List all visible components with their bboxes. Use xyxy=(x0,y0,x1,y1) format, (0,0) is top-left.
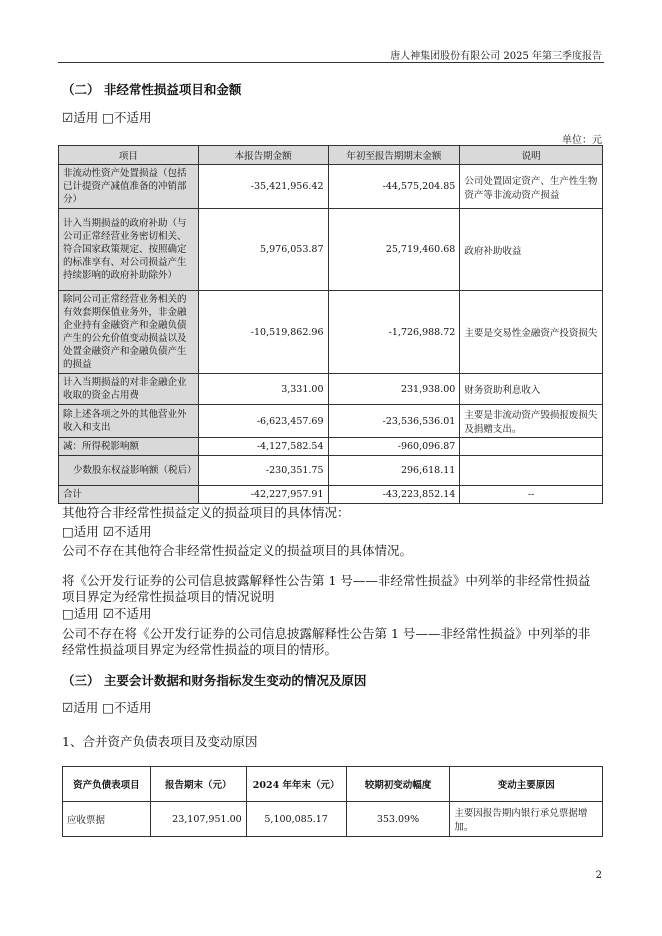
row-ytd: 296,618.11 xyxy=(328,456,460,486)
col-header-change: 较期初变动幅度 xyxy=(346,767,450,802)
row-item: 除上述各项之外的其他营业外收入和支出 xyxy=(59,405,199,438)
row-item: 非流动性资产处置损益（包括已计提资产减值准备的冲销部分） xyxy=(59,165,199,209)
row-current: -35,421,956.42 xyxy=(198,165,328,209)
row-ytd: -23,536,536.01 xyxy=(328,405,460,438)
other-items-applicable: □适用 ☑不适用 xyxy=(62,524,152,539)
section2-title: （二） 非经常性损益项目和金额 xyxy=(62,82,242,97)
header-divider xyxy=(58,62,604,63)
row-item: 计入当期损益的对非金融企业收取的资金占用费 xyxy=(59,374,199,405)
reclassification-applicable: □适用 ☑不适用 xyxy=(62,606,152,621)
row-note xyxy=(460,438,603,456)
section3-applicable: ☑适用 □不适用 xyxy=(62,700,152,715)
col-header-current: 报告期末（元） xyxy=(150,767,246,802)
section3-title: （三） 主要会计数据和财务指标发生变动的情况及原因 xyxy=(62,673,367,688)
row-ytd: -1,726,988.72 xyxy=(328,291,460,374)
row-change: 353.09% xyxy=(346,802,450,837)
row-item: 应收票据 xyxy=(63,802,151,837)
row-item: 合计 xyxy=(59,486,199,504)
table-row xyxy=(59,291,603,374)
col-header-reason: 变动主要原因 xyxy=(450,767,603,802)
reclassification-text: 公司不存在将《公开发行证券的公司信息披露解释性公告第 1 号——非经常性损益》中列举的非经常性损益项目界定为经常性损益的项目的情形。 xyxy=(62,626,591,657)
row-item: 减：所得税影响额 xyxy=(59,438,199,456)
row-note: -- xyxy=(460,486,603,504)
table-row xyxy=(59,209,603,291)
col-header-prior: 2024 年年末（元） xyxy=(246,767,346,802)
row-reason: 主要因报告期内银行承兑票据增加。 xyxy=(450,802,603,837)
row-current: 5,976,053.87 xyxy=(198,209,328,291)
row-item: 计入当期损益的政府补助（与公司正常经营业务密切相关、符合国家政策规定、按照确定的标准享有、对公司损益产生持续影响的政府补助除外） xyxy=(59,209,199,291)
table-row-total xyxy=(59,486,603,504)
row-note: 公司处置固定资产、生产性生物资产等非流动资产损益 xyxy=(460,165,603,209)
row-current: -42,227,957.91 xyxy=(198,486,328,504)
row-prior: 5,100,085.17 xyxy=(246,802,346,837)
balance-sheet-change-table xyxy=(62,766,603,837)
section3-subtitle: 1、合并资产负债表项目及变动原因 xyxy=(62,734,258,749)
row-current: -4,127,582.54 xyxy=(198,438,328,456)
col-header-item: 资产负债表项目 xyxy=(63,767,151,802)
row-ytd: 231,938.00 xyxy=(328,374,460,405)
table-row xyxy=(59,405,603,438)
row-note: 财务资助利息收入 xyxy=(460,374,603,405)
page-number: 2 xyxy=(595,870,602,881)
row-ytd: -44,575,204.85 xyxy=(328,165,460,209)
row-current: -230,351.75 xyxy=(198,456,328,486)
row-item: 除同公司正常经营业务相关的有效套期保值业务外，非金融企业持有金融资产和金融负债产生的公允价值变动损益以及处置金融资产和金融负债产生的损益 xyxy=(59,291,199,374)
section2-applicable: ☑适用 □不适用 xyxy=(62,110,152,125)
row-ytd: -43,223,852.14 xyxy=(328,486,460,504)
row-current: 23,107,951.00 xyxy=(150,802,246,837)
table-row xyxy=(59,456,603,486)
report-header: 唐人神集团股份有限公司 2025 年第三季度报告 xyxy=(390,51,602,62)
col-header-ytd: 年初至报告期期末金额 xyxy=(328,146,460,165)
table-row xyxy=(59,438,603,456)
unit-label: 单位：元 xyxy=(562,135,602,146)
other-items-text: 公司不存在其他符合非经常性损益定义的损益项目的具体情况。 xyxy=(62,543,413,558)
table-row xyxy=(63,802,603,837)
reclassification-heading: 将《公开发行证券的公司信息披露解释性公告第 1 号——非经常性损益》中列举的非经常性损益项目界定为经常性损益项目的情况说明 xyxy=(62,573,591,604)
row-current: -10,519,862.96 xyxy=(198,291,328,374)
row-note xyxy=(460,456,603,486)
non-recurring-table xyxy=(58,145,603,504)
row-ytd: -960,096.87 xyxy=(328,438,460,456)
col-header-note: 说明 xyxy=(460,146,603,165)
row-current: -6,623,457.69 xyxy=(198,405,328,438)
row-note: 主要是交易性金融资产投资损失 xyxy=(460,291,603,374)
table-row xyxy=(59,165,603,209)
table-row xyxy=(59,374,603,405)
col-header-current: 本报告期金额 xyxy=(198,146,328,165)
other-items-heading: 其他符合非经常性损益定义的损益项目的具体情况： xyxy=(62,505,350,520)
row-note: 政府补助收益 xyxy=(460,209,603,291)
row-note: 主要是非流动资产毁损报废损失及捐赠支出。 xyxy=(460,405,603,438)
row-item: 少数股东权益影响额（税后） xyxy=(59,456,199,486)
row-current: 3,331.00 xyxy=(198,374,328,405)
row-ytd: 25,719,460.68 xyxy=(328,209,460,291)
col-header-item: 项目 xyxy=(59,146,199,165)
